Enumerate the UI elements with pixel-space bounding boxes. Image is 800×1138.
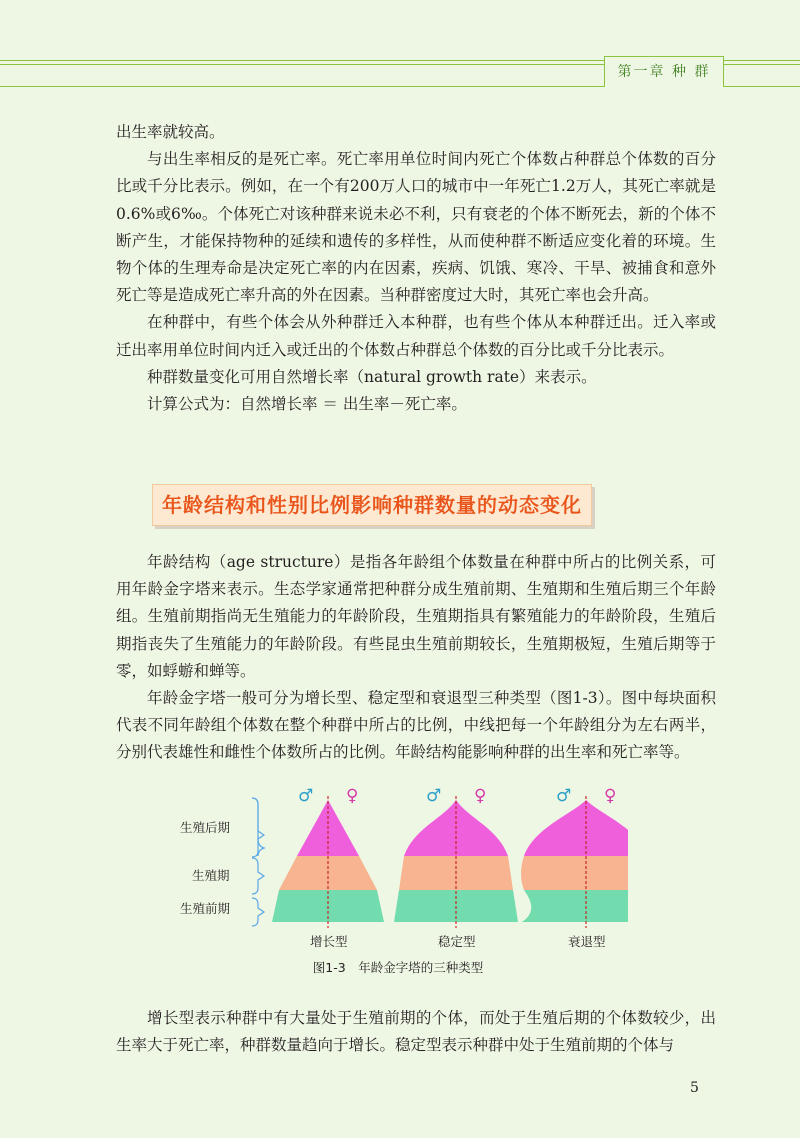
page-header <box>0 0 800 90</box>
row-label-pre: 生殖前期 <box>180 901 231 916</box>
paragraph: 种群数量变化可用自然增长率（natural growth rate）来表示。 <box>147 367 597 386</box>
decline-pre-band <box>522 890 628 922</box>
chapter-title: 第一章 种 群 <box>604 56 724 87</box>
pyramid-growth <box>272 796 384 928</box>
female-symbol-icon: ♀ <box>474 786 487 806</box>
pyramid-decline <box>521 796 628 928</box>
paragraph: 增长型表示种群中有大量处于生殖前期的个体，而处于生殖后期的个体数较少，出生率大于死亡率，种群数量趋向于增长。稳定型表示种群中处于生殖前期的个体与 <box>116 1009 716 1055</box>
decline-repro-band <box>521 856 628 890</box>
male-symbol-icon: ♂ <box>556 786 572 806</box>
section-heading: 年龄结构和性别比例影响种群数量的动态变化 <box>152 484 592 526</box>
female-symbol-icon: ♀ <box>604 786 617 806</box>
paragraph: 出生率就较高。 <box>116 123 225 141</box>
paragraph: 年龄金字塔一般可分为增长型、稳定型和衰退型三种类型（图1-3）。图中每块面积代表不同年龄组个体数在整个种群中所占的比例，中线把每一个年龄组分为左右两半，分别代表雄性和雌性个体数所占的比例。年龄结构能影响种群的出生率和死亡率等。 <box>116 689 716 762</box>
female-symbol-icon: ♀ <box>346 786 359 806</box>
row-label-repro: 生殖期 <box>192 868 230 883</box>
figure-caption: 图1-3 年龄金字塔的三种类型 <box>312 960 484 975</box>
body-text-bottom <box>116 1005 716 1059</box>
male-symbol-icon: ♂ <box>298 786 314 806</box>
pyramid-label-growth: 增长型 <box>310 934 348 949</box>
figure-age-pyramids <box>168 788 628 988</box>
pyramid-stable <box>394 796 518 928</box>
pyramid-label-stable: 稳定型 <box>438 934 476 949</box>
paragraph: 在种群中，有些个体会从外种群迁入本种群，也有些个体从本种群迁出。迁入率或迁出率用单位时间内迁入或迁出的个体数占种群总个体数的百分比或千分比表示。 <box>116 313 716 359</box>
row-brackets <box>252 798 264 926</box>
male-symbol-icon: ♂ <box>426 786 442 806</box>
pyramid-label-decline: 衰退型 <box>568 934 606 949</box>
row-label-post: 生殖后期 <box>180 820 231 835</box>
page-number: 5 <box>690 1080 699 1096</box>
paragraph: 计算公式为：自然增长率 ＝ 出生率－死亡率。 <box>147 395 467 414</box>
paragraph: 年龄结构（age structure）是指各年龄组个体数量在种群中所占的比例关系，可用年龄金字塔来表示。生态学家通常把种群分成生殖前期、生殖期和生殖后期三个年龄组。生殖前期指尚无生殖能力的年龄阶段，生殖期指具有繁殖能力的年龄阶段，生殖后期指丧失了生殖能力的年龄阶段。有些昆虫生殖前期较长，生殖期极短，生殖后期等于零，如蜉蝣和蝉等。 <box>116 553 716 680</box>
paragraph: 与出生率相反的是死亡率。死亡率用单位时间内死亡个体数占种群总个体数的百分比或千分比表示。例如，在一个有200万人口的城市中一年死亡1.2万人，其死亡率就是0.6%或6‰。个体死亡对该种群来说未必不利，只有衰老的个体不断死去，新的个体不断产生，才能保持物种的延续和遗传的多样性，从而使种群不断适应变化着的环境。生物个体的生理寿命是决定死亡率的内在因素，疾病、饥饿、寒冷、干旱、被捕食和意外死亡等是造成死亡率升高的外在因素。当种群密度过大时，其死亡率也会升高。 <box>116 150 716 305</box>
body-text-top <box>116 119 716 418</box>
decline-post-band <box>524 800 628 856</box>
body-text-mid <box>116 549 716 767</box>
pyramids-svg <box>168 788 628 958</box>
